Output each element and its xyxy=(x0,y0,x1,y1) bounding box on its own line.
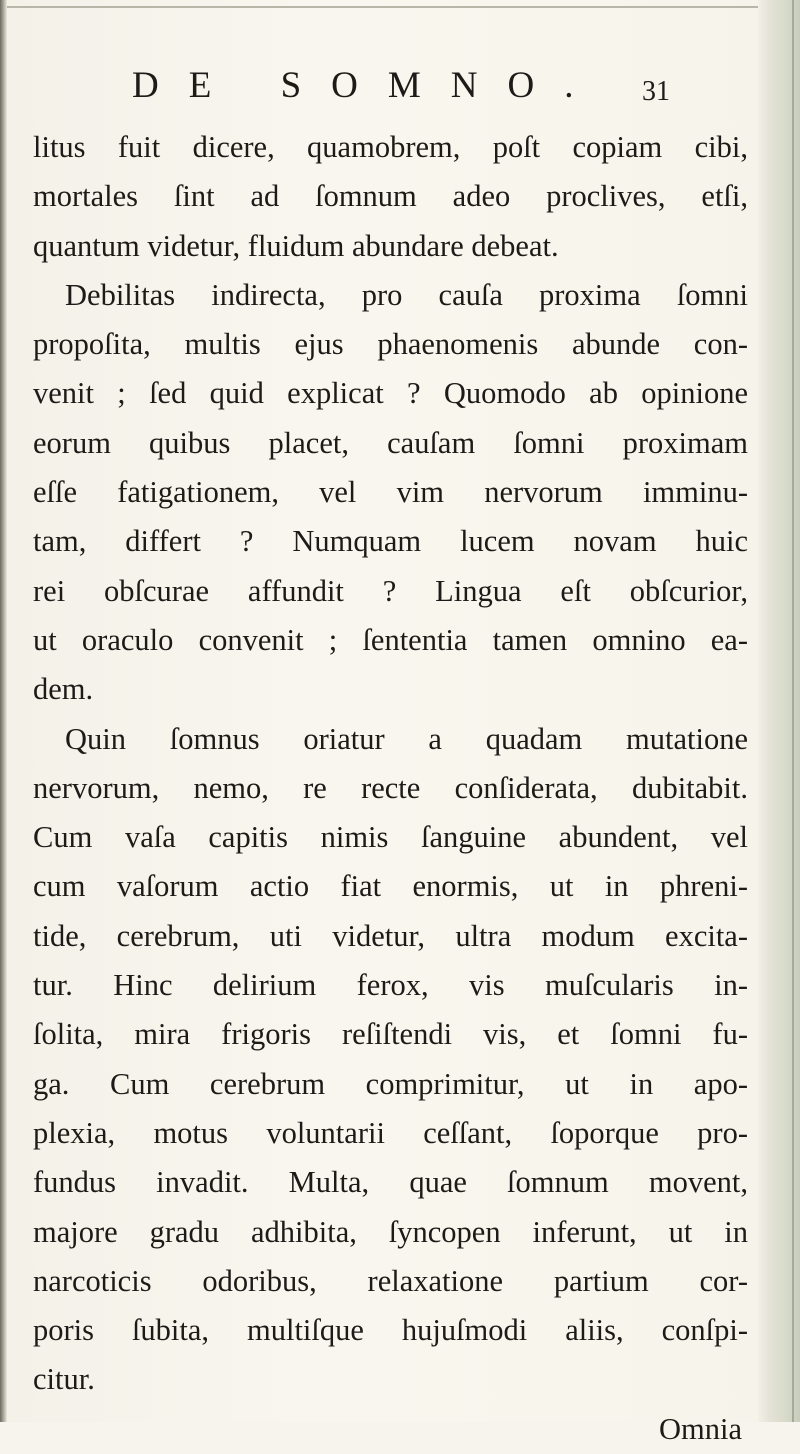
text-line: ga. Cum cerebrum comprimitur, ut in apo- xyxy=(33,1066,748,1101)
text-line: narcoticis odoribus, relaxatione partium cor- xyxy=(33,1263,748,1298)
text-line: cum vaſorum actio fiat enormis, ut in phreni- xyxy=(33,869,748,904)
text-line: ut oraculo convenit ; ſententia tamen omnino ea- xyxy=(33,622,748,657)
text-line: Cum vaſa capitis nimis ſanguine abundent, vel xyxy=(33,820,748,855)
text-line: nervorum, nemo, re recte conſiderata, dubitabit. xyxy=(33,770,748,805)
text-line: fundus invadit. Multa, quae ſomnum movent, xyxy=(33,1165,748,1200)
text-line: ſolita, mira frigoris reſiſtendi vis, et ſomni fu- xyxy=(33,1017,748,1052)
text-line: Debilitas indirecta, pro cauſa proxima ſomni xyxy=(65,277,748,312)
text-line: mortales ſint ad ſomnum adeo proclives, etſi, xyxy=(33,179,748,214)
text-line: tide, cerebrum, uti videtur, ultra modum excita- xyxy=(33,918,748,953)
running-title: DE SOMNO. xyxy=(132,65,604,106)
text-line: eorum quibus placet, cauſam ſomni proximam xyxy=(33,425,748,460)
text-line: Quin ſomnus oriatur a quadam mutatione xyxy=(65,721,748,756)
left-page-edge xyxy=(0,0,7,1422)
body-text xyxy=(33,123,748,1454)
text-line: majore gradu adhibita, ſyncopen inferunt, ut in xyxy=(33,1214,748,1249)
text-line: poris ſubita, multiſque hujuſmodi aliis, conſpi- xyxy=(33,1313,748,1348)
text-line: quantum videtur, fluidum abundare debeat. xyxy=(33,228,559,263)
text-line: dem. xyxy=(33,672,94,707)
text-line: venit ; ſed quid explicat ? Quomodo ab opinione xyxy=(33,376,748,411)
spine-line xyxy=(792,0,794,1422)
catchword: Omnia xyxy=(658,1411,742,1446)
text-line: eſſe fatigationem, vel vim nervorum imminu- xyxy=(33,475,748,510)
running-head xyxy=(0,62,800,112)
text-line: tam, differt ? Numquam lucem novam huic xyxy=(33,524,748,559)
text-line: rei obſcurae affundit ? Lingua eſt obſcurior, xyxy=(33,573,748,608)
text-line: plexia, motus voluntarii ceſſant, ſoporque pro- xyxy=(33,1115,748,1150)
text-line: citur. xyxy=(33,1362,95,1397)
page-number: 31 xyxy=(642,76,670,107)
text-line: litus fuit dicere, quamobrem, poſt copiam cibi, xyxy=(33,130,748,164)
text-line: tur. Hinc delirium ferox, vis muſcularis in- xyxy=(33,968,748,1003)
text-line: propoſita, multis ejus phaenomenis abunde con- xyxy=(33,327,748,362)
top-rule xyxy=(0,6,760,8)
